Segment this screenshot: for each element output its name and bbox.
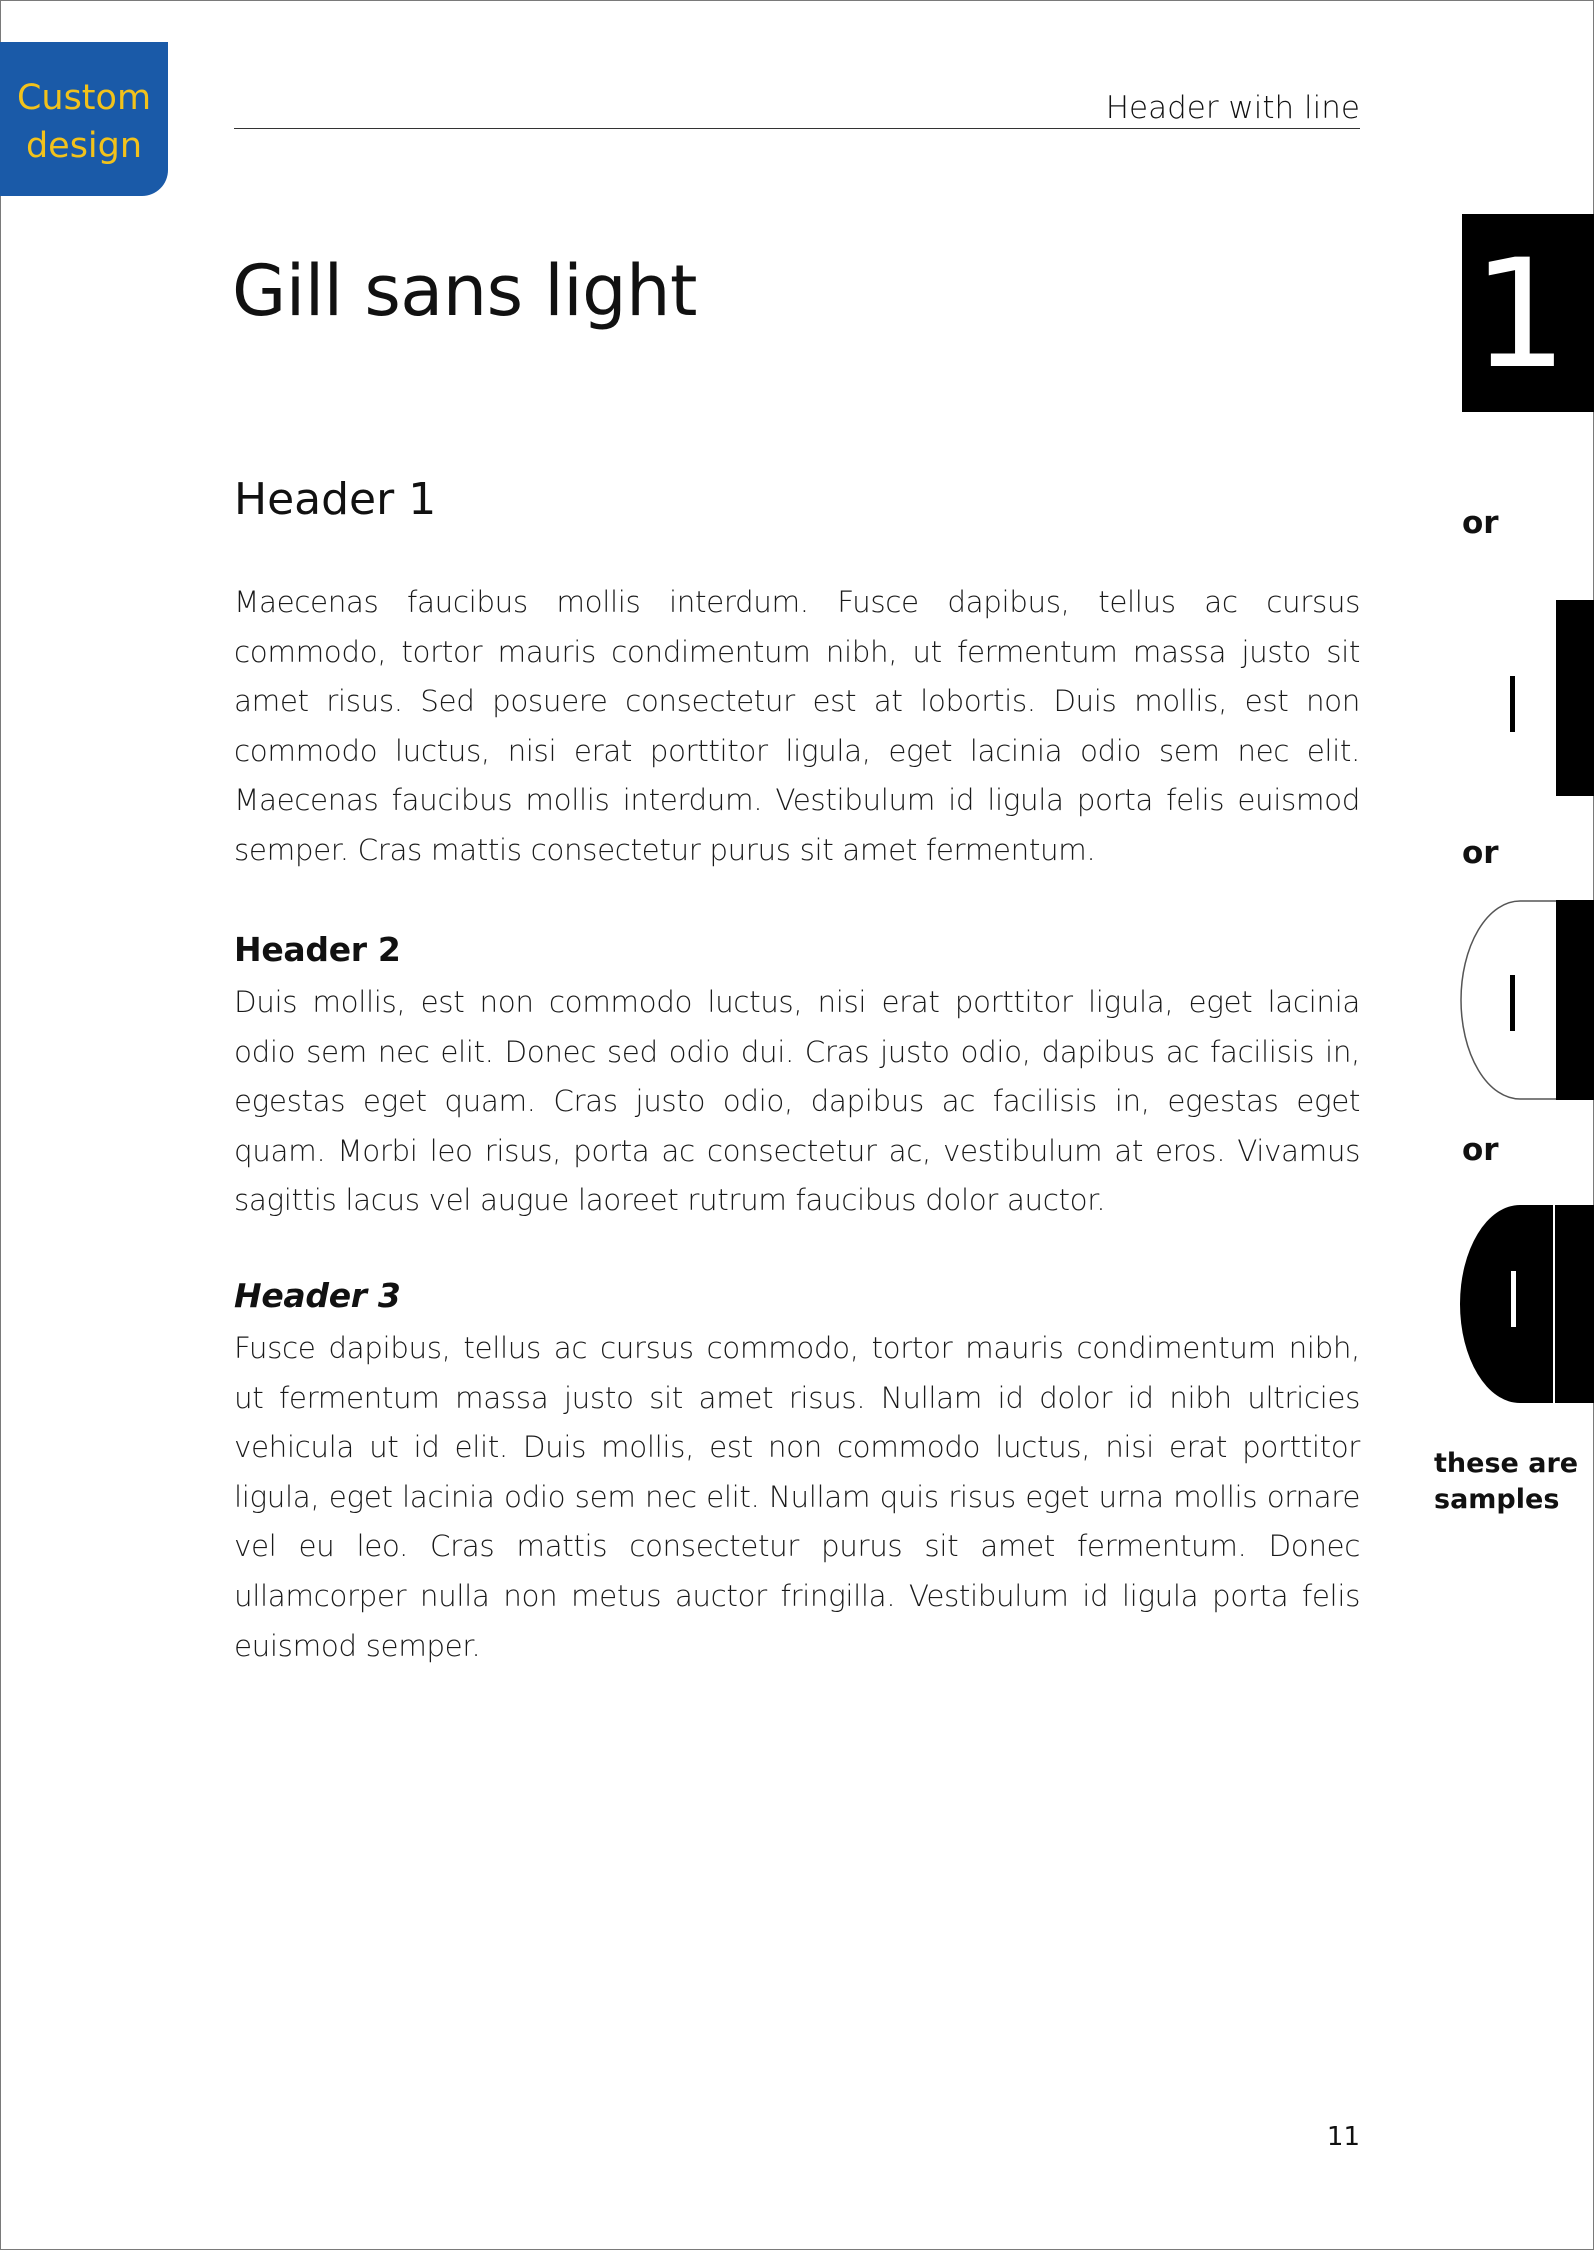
page-number: 11	[1326, 2122, 1360, 2152]
running-header: Header with line	[234, 88, 1360, 129]
tab-sample-3	[1460, 900, 1594, 1102]
samples-note-line-1: these are	[1434, 1448, 1579, 1479]
or-separator-1: or	[1462, 505, 1499, 541]
page-title: Gill sans light	[232, 250, 697, 332]
custom-design-badge	[0, 42, 168, 196]
tab-sample-2-mark	[1510, 676, 1515, 732]
paragraph-2: Duis mollis, est non commodo luctus, nisi erat porttitor ligula, eget lacinia odio sem nec elit. Donec sed odio dui. Cras justo odio, dapibus ac facilisis in, egestas eget quam. Cras justo odio, dapibus ac facilisis in, egestas eget quam. Morbi leo risus, porta ac consectetur ac, vestibulum at eros. Vivamus sagittis lacus vel augue laoreet rutrum faucibus dolor auctor.	[234, 985, 1360, 1218]
samples-note-line-2: samples	[1434, 1484, 1560, 1515]
header-1: Header 1	[234, 474, 437, 525]
tab-sample-1	[1462, 214, 1594, 414]
header-2: Header 2	[234, 930, 401, 969]
badge-line-2: design	[25, 126, 143, 166]
or-separator-2: or	[1462, 835, 1499, 871]
tab-sample-2-bar	[1556, 600, 1594, 796]
paragraph-1: Maecenas faucibus mollis interdum. Fusce dapibus, tellus ac cursus commodo, tortor mauris condimentum nibh, ut fermentum massa justo sit amet risus. Sed posuere consectetur est at lobortis. Duis mollis, est non commodo luctus, nisi erat porttitor ligula, eget lacinia odio sem nec elit. Maecenas faucibus mollis interdum. Vestibulum id ligula porta felis euismod semper. Cras mattis consectetur purus sit amet fermentum.	[234, 585, 1360, 867]
or-separator-3: or	[1462, 1132, 1499, 1168]
tab-sample-1-label: 1	[1472, 228, 1568, 402]
header-3: Header 3	[234, 1276, 401, 1315]
tab-sample-4	[1460, 1205, 1594, 1405]
paragraph-3: Fusce dapibus, tellus ac cursus commodo, tortor mauris condimentum nibh, ut fermentum massa justo sit amet risus. Nullam id dolor id nibh ultricies vehicula ut id elit. Duis mollis, est non commodo luctus, nisi erat porttitor ligula, eget lacinia odio sem nec elit. Nullam quis risus eget urna mollis ornare vel eu leo. Cras mattis consectetur purus sit amet fermentum. Donec ullamcorper nulla non metus auctor fringilla. Vestibulum id ligula porta felis euismod semper.	[234, 1331, 1360, 1663]
badge-line-1: Custom	[16, 78, 152, 118]
samples-note	[1434, 1446, 1578, 1518]
